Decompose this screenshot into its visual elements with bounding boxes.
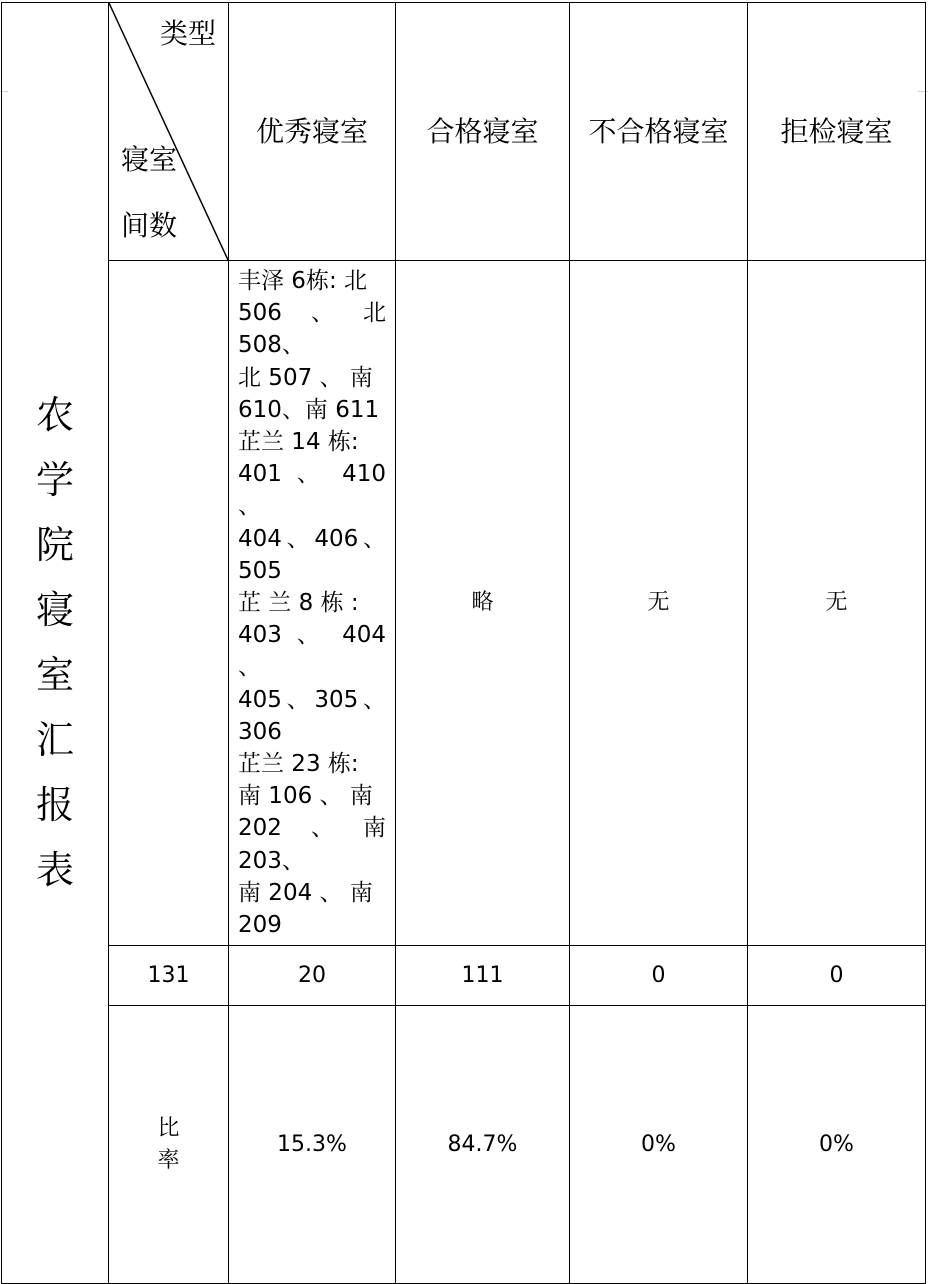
side-title-char: 汇 <box>35 718 74 763</box>
excellent-count: 20 <box>229 946 396 1006</box>
room-list-line: 403 、 404 、 <box>238 622 386 681</box>
side-title <box>2 383 108 903</box>
side-title-char: 农 <box>35 393 74 438</box>
refused-detail: 无 <box>748 261 926 946</box>
rate-label-line: 率 <box>157 1147 180 1173</box>
column-header-excellent: 优秀寝室 <box>229 3 396 261</box>
room-list-line: 芷兰 23 栋: <box>238 751 359 778</box>
unqualified-detail: 无 <box>570 261 748 946</box>
column-header-qualified: 合格寝室 <box>396 3 570 261</box>
side-title-char: 报 <box>35 783 74 828</box>
diagonal-header-cell <box>109 3 229 261</box>
refused-count: 0 <box>748 946 926 1006</box>
room-list-line: 209 <box>238 912 282 939</box>
detail-row <box>2 261 926 946</box>
corner-label-type: 类型 <box>159 17 216 50</box>
room-list-line: 南 106 、 南 <box>238 783 373 810</box>
side-title-char: 室 <box>35 653 74 698</box>
room-list-line: 506、北 508、 <box>238 300 386 359</box>
side-title-char: 寝 <box>35 588 74 633</box>
rate-label-line: 比 <box>157 1115 180 1141</box>
corner-label-room: 寝室 <box>121 143 178 176</box>
unqualified-rate: 0% <box>570 1006 748 1284</box>
excellent-rooms-list <box>229 261 396 946</box>
room-list-line: 丰泽 6栋: 北 <box>238 268 368 294</box>
count-row <box>2 946 926 1006</box>
header-row <box>2 3 926 261</box>
room-list-line: 404、406、505 <box>238 525 386 584</box>
room-list-line: 北 507 、 南 <box>238 364 373 391</box>
refused-rate: 0% <box>748 1006 926 1284</box>
qualified-count: 111 <box>396 946 570 1006</box>
column-header-refused: 拒检寝室 <box>748 3 926 261</box>
detail-total-cell <box>109 261 229 946</box>
room-list-line: 芷 兰 8 栋 : <box>238 590 359 617</box>
rate-row <box>2 1006 926 1284</box>
room-list-line: 芷兰 14 栋: <box>238 429 359 456</box>
side-title-char: 学 <box>35 458 74 503</box>
qualified-rate: 84.7% <box>396 1006 570 1284</box>
unqualified-count: 0 <box>570 946 748 1006</box>
column-header-unqualified: 不合格寝室 <box>570 3 748 261</box>
side-title-char: 表 <box>35 848 74 893</box>
room-list-line: 401 、 410 、 <box>238 461 386 520</box>
qualified-detail: 略 <box>396 261 570 946</box>
corner-label-count: 间数 <box>121 209 178 242</box>
room-list-line: 南 204 、 南 <box>238 879 373 906</box>
room-list-line: 202、南 203、 <box>238 815 386 874</box>
side-title-cell <box>2 3 109 1284</box>
total-count: 131 <box>109 946 229 1006</box>
rate-label-cell <box>109 1006 229 1284</box>
excellent-rate: 15.3% <box>229 1006 396 1284</box>
side-title-char: 院 <box>35 523 74 568</box>
dorm-report-table <box>1 2 926 1284</box>
room-list-line: 610、南 611 <box>238 396 380 423</box>
room-list-line: 405、305、306 <box>238 686 386 745</box>
